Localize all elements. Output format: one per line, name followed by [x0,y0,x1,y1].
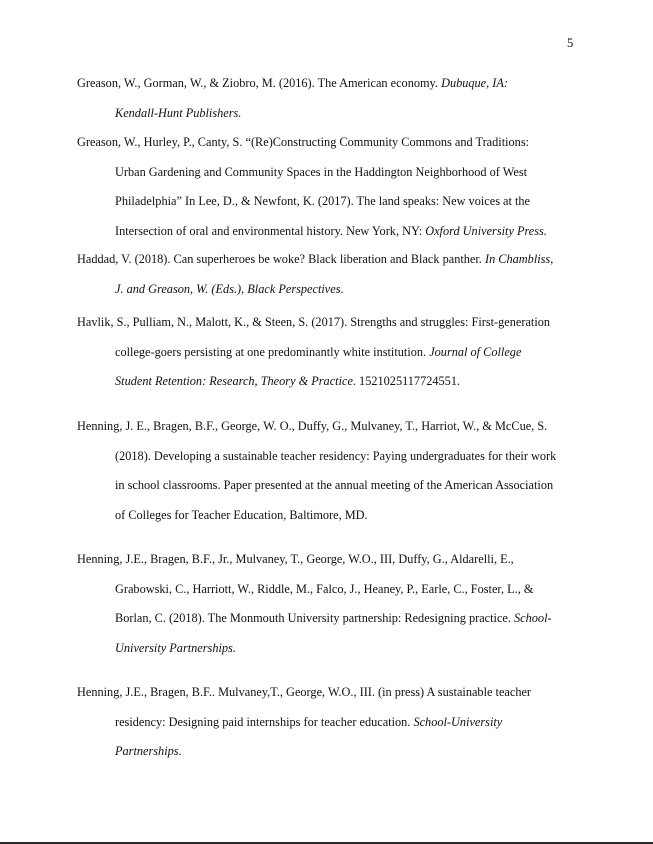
reference-first-line [77,412,587,442]
reference-text: Grabowski, C., Harriott, W., Riddle, M., Falco, J., Heaney, P., Earle, C., Foster, L., & [115,581,534,596]
reference-continuation-line [77,708,587,738]
italic-text: Kendall-Hunt Publishers. [115,105,242,120]
reference-text: Philadelphia” In Lee, D., & Newfont, K. (2017). The land speaks: New voices at the [115,194,531,208]
reference-first-line [77,69,587,99]
reference-entry [77,128,587,246]
reference-text: Intersection of oral and environmental history. New York, NY: [115,223,426,238]
italic-text: Student Retention: Research, Theory & Practice [115,374,353,388]
reference-text: . [340,281,344,296]
reference-text: (2018). Developing a sustainable teacher residency: Paying undergraduates for their work [115,448,557,463]
italic-text: School- [514,611,552,625]
reference-entry [77,678,587,767]
page-number: 5 [567,36,574,50]
reference-continuation-line [77,158,587,188]
reference-entry [77,69,587,128]
reference-text: Havlik, S., Pulliam, N., Malott, K., & Steen, S. (2017). Strengths and struggles: First-generation [77,315,551,329]
reference-text: Greason, W., Gorman, W., & Ziobro, M. (2016). The American economy. [77,76,442,90]
reference-continuation-line [77,575,587,605]
italic-text: J. and Greason, W. (Eds.), Black Perspectives [115,281,341,296]
reference-entry [77,308,587,397]
reference-continuation-line [77,442,587,472]
reference-text: Haddad, V. (2018). Can superheroes be woke? Black liberation and Black panther. [77,252,485,266]
reference-continuation-line [77,217,587,247]
reference-entry [77,245,587,304]
reference-first-line [77,545,587,575]
reference-text: Henning, J.E., Bragen, B.F., Jr., Mulvaney, T., George, W.O., III, Duffy, G., Aldarelli, E., [77,552,514,566]
reference-continuation-line [77,187,587,217]
reference-continuation-line [77,737,587,767]
reference-text: of Colleges for Teacher Education, Baltimore, MD. [115,507,368,522]
reference-continuation-line [77,275,587,305]
reference-continuation-line [77,471,587,501]
italic-text: Partnerships [115,744,179,758]
reference-continuation-line [77,99,587,129]
reference-text: Greason, W., Hurley, P., Canty, S. “(Re)Constructing Community Commons and Traditions: [77,135,530,149]
reference-first-line [77,678,587,708]
italic-text: Dubuque, IA: [441,76,508,90]
reference-entry [77,412,587,530]
reference-continuation-line [77,367,587,397]
italic-text: Oxford University Press. [425,223,547,238]
reference-text: residency: Designing paid internships for teacher education. [115,714,414,729]
reference-text: . 1521025117724551. [352,374,461,388]
reference-text: in school classrooms. Paper presented at the annual meeting of the American Association [115,478,554,492]
reference-text: Henning, J.E., Bragen, B.F.. Mulvaney,T., George, W.O., III. (in press) A sustainable teacher [77,685,532,699]
italic-text: School-University [413,714,503,729]
reference-entry [77,545,587,663]
reference-first-line [77,245,587,275]
reference-continuation-line [77,338,587,368]
reference-continuation-line [77,501,587,531]
reference-text: college-goers persisting at one predominantly white institution. [115,344,430,359]
reference-text: Urban Gardening and Community Spaces in the Haddington Neighborhood of West [115,164,528,179]
reference-first-line [77,308,587,338]
reference-text: . [178,744,182,758]
italic-text: In Chambliss, [484,252,554,266]
reference-first-line [77,128,587,158]
reference-continuation-line [77,634,587,664]
reference-text: Borlan, C. (2018). The Monmouth University partnership: Redesigning practice. [115,611,515,625]
italic-text: University Partnerships. [115,640,236,655]
italic-text: Journal of College [429,344,522,359]
reference-continuation-line [77,604,587,634]
reference-text: Henning, J. E., Bragen, B.F., George, W. O., Duffy, G., Mulvaney, T., Harriot, W., & McCue, S. [77,419,548,433]
